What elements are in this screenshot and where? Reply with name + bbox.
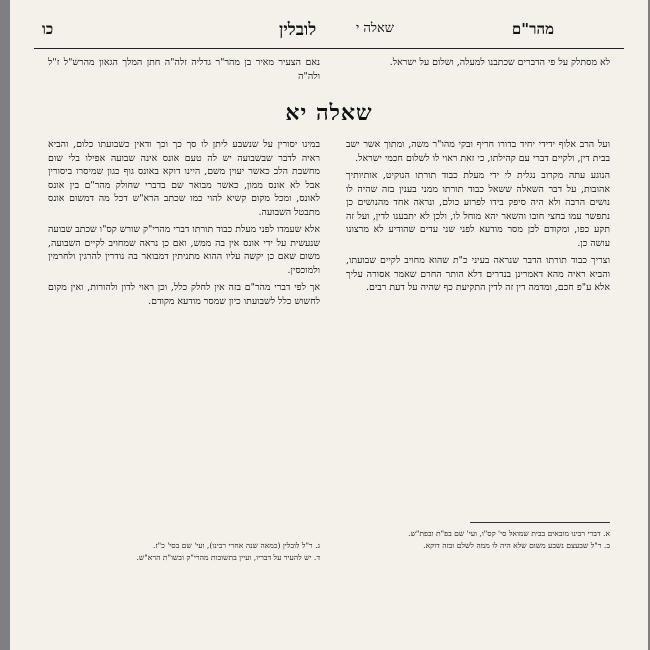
footnote: ג. ר"ל לובלין (כמאה שנה אחרי רבינו), ועי' שם בסי' כ"ז. xyxy=(153,541,320,550)
header-rule xyxy=(34,48,624,49)
footnote: ב. ר"ל שבעצם נשבע משום שלא היה לו ממה לשלם ובזה דוקא. xyxy=(423,541,610,550)
header-sheela: שאלה י xyxy=(355,21,394,36)
signature-text: נאם הצעיר מאיר בן מהר"ר גדליה זלה"ה חתן המלך הגאון מהרש"ל ז"ל ולה"ה xyxy=(48,57,320,82)
right-paragraph: הנוגע עתה מקרוב נגלית לי ידי מעלת כבוד תורתו הנוקיט, אותיותיך אהובות, על דבר השאלה ששאל כבוד תורתו ממני בענין בזה שהיה לו נושים הרבה ולא היה סיפק בידו לפרוע כולם, ונראה אחד מהנושים כן נתפשר עמו בחצי חובו והשאר יהא מוחל לו, ולכן לא יתבענו לדין, ועל זה תקע כפו, ומקודם לכן מסר מודעא לפני שני עדים שהודיע לא מרצונו עושה כן. xyxy=(346,170,610,249)
header-lublin: לובלין xyxy=(279,20,317,40)
running-header xyxy=(34,14,624,44)
left-column xyxy=(48,138,320,312)
right-paragraph: ועל הרב אלוף ידידי יחיד בדורו חריף ובקי מהו"ר משה, ומתוך אשר ישב בבית דין, ולקיים דברי עם קהילתו, כי זאת ראוי לו לשלום חכמי ישראל. xyxy=(346,139,610,164)
left-paragraph: אלא שעמדו לפני מעלת כבוד תורתו דברי מהרי"ק שורש קס"ו שכתב שבועה שנעשית על ידי אונס אין בה ממש, ואם כן נראה שמחויב לקיים השבועה, משום שאם כן יקשה עליו ההוא מתניתין דמבואר בה נודרין להרגין ולחרמין ולמוכסין. xyxy=(48,224,320,276)
right-paragraph: וצריך כבוד תורתו הדבר שנראה בעיני כ"ת שהוא מחויב לקיים שבועתו, והביא ראיה מהא דאמרינן בנדרים דלא הותר החרם שאמר אסורה עליך אלא ע"פ חכם, ומדמה דין זה לדין התקיעת כף שהיה על דעת רבים. xyxy=(346,255,610,293)
top-right-text xyxy=(346,56,610,74)
right-column xyxy=(346,138,610,299)
footnote: א. דברי רבינו מובאים בבית שמואל סי' קס"ו, ועי' שם בפ"ת ובפת"ש. xyxy=(408,529,610,538)
top-left-text xyxy=(48,56,320,87)
left-paragraph: אך לפי דברי מהר"ם בזה אין לחלק כלל, וכן ראוי לדון ולהורות, ואין מקום לחשוש כלל לשבועתו כיון שמסר מודעא מקודם. xyxy=(48,282,320,307)
page-number: כו xyxy=(42,20,54,38)
document-page xyxy=(10,0,648,650)
closing-text: לא מסתלק על פי הדברים שכתבנו למעלה, ושלום על ישראל. xyxy=(389,57,610,68)
footnotes-left xyxy=(48,540,320,564)
footnotes-right xyxy=(340,528,610,552)
header-maharam: מהר"ם xyxy=(511,20,554,38)
footnote: ד. יש להעיר על דבריו, ועיין בתשובות מהרי"ק ובשו"ת הרא"ש. xyxy=(136,553,320,562)
section-title: שאלה יא xyxy=(285,100,373,126)
left-paragraph: במינו יסורין על שנשבע ליתן לו סך כך וכך ודאין כשבועתו כלום, והביא ראיה לדבר שבשבועה יש לה טעם אונס אינה שבועה אפילו בלי שום מחשבת הלב כאשר יעוין משם, היינו דוקא באונס גוף כגון שמיסרו ביסורין אבל לא אונס ממון, כאשר מבואר שם בדברי שחולק מהר"ם בין אונס לאונס, ומכל מקום קשיא להוי כמו שכתב הרא"ש דכל מה דמשום אונס מתבטל השבועה. xyxy=(48,139,320,218)
footnote-rule xyxy=(470,522,610,523)
